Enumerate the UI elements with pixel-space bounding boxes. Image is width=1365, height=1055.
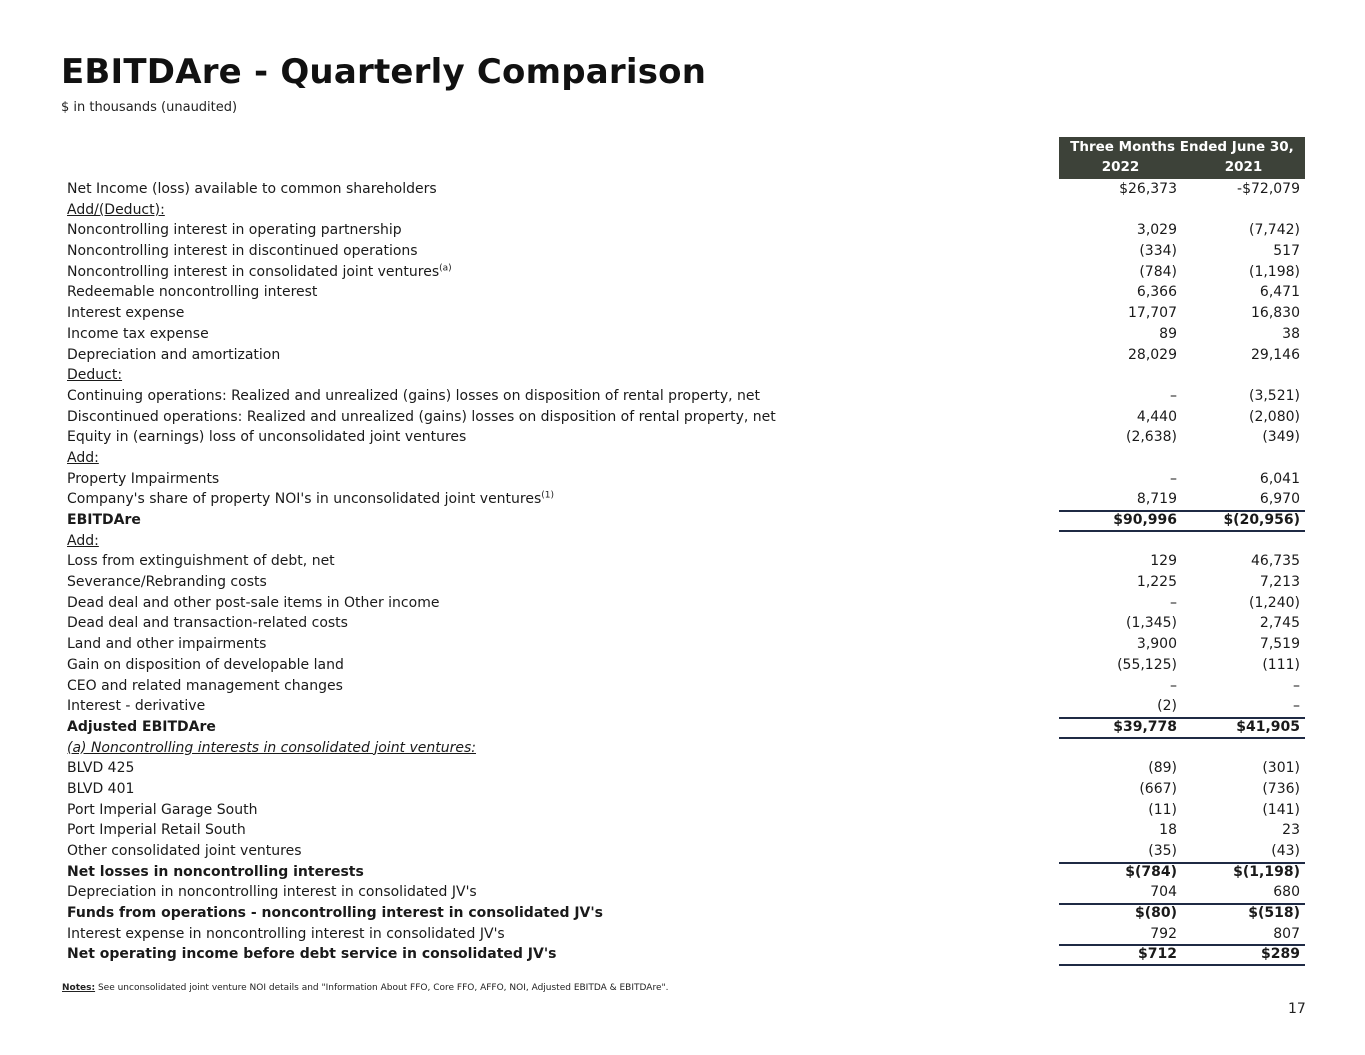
row-label-text: Land and other impairments	[67, 636, 267, 653]
value-2022: $(784)	[1125, 863, 1177, 880]
row-label	[67, 903, 603, 924]
row-label	[67, 241, 418, 262]
page-subtitle: $ in thousands (unaudited)	[61, 100, 238, 115]
table-row	[67, 862, 1305, 883]
row-label-text: CEO and related management changes	[67, 677, 343, 694]
table-row	[67, 469, 1305, 490]
row-label-text: Adjusted EBITDAre	[67, 718, 216, 735]
value-2022: (2,638)	[1125, 429, 1177, 446]
table-row	[67, 241, 1305, 262]
value-2021: $(1,198)	[1233, 863, 1300, 880]
table-row	[67, 179, 1305, 200]
value-2022: 704	[1150, 884, 1177, 901]
row-label-text: Equity in (earnings) loss of unconsolidated joint ventures	[67, 429, 467, 446]
table-row	[67, 738, 1305, 759]
row-label-text: Dead deal and other post-sale items in Other income	[67, 594, 440, 611]
value-2021: (2,080)	[1248, 408, 1300, 425]
row-label-text: Dead deal and transaction-related costs	[67, 615, 348, 632]
year-2022-header: 2022	[1101, 159, 1140, 175]
table-row	[67, 200, 1305, 221]
table-row	[67, 407, 1305, 428]
row-label-text: Loss from extinguishment of debt, net	[67, 553, 335, 570]
row-label-text: Income tax expense	[67, 325, 209, 342]
value-2022: (667)	[1139, 780, 1177, 797]
value-2021: (301)	[1262, 760, 1300, 777]
value-2021: (736)	[1262, 780, 1300, 797]
page-title: EBITDAre - Quarterly Comparison	[61, 52, 707, 92]
footnote-marker: (a)	[439, 263, 452, 274]
table-row	[67, 262, 1305, 283]
table-row	[67, 655, 1305, 676]
table-row	[67, 758, 1305, 779]
row-label	[67, 386, 760, 407]
value-2021: (141)	[1262, 801, 1300, 818]
value-2022: 17,707	[1128, 305, 1177, 322]
row-label-text: Net operating income before debt service in consolidated JV's	[67, 946, 557, 963]
value-2022: 129	[1150, 553, 1177, 570]
table-row	[67, 903, 1305, 924]
value-2021: (349)	[1262, 429, 1300, 446]
table-row	[67, 779, 1305, 800]
value-2022: $90,996	[1113, 512, 1177, 528]
value-2021: 2,745	[1259, 615, 1300, 632]
value-2021: 7,213	[1259, 574, 1300, 591]
row-label-text: Interest expense in noncontrolling interest in consolidated JV's	[67, 925, 505, 942]
value-2021: 46,735	[1251, 553, 1300, 570]
value-2022: 1,225	[1136, 574, 1177, 591]
row-label	[67, 613, 348, 634]
value-2022: (1,345)	[1125, 615, 1177, 632]
table-row	[67, 613, 1305, 634]
row-label-text: Redeemable noncontrolling interest	[67, 284, 318, 301]
value-2021: 680	[1273, 884, 1300, 901]
row-label	[67, 572, 267, 593]
row-label-text: Gain on disposition of developable land	[67, 656, 344, 673]
value-2021: 16,830	[1251, 305, 1300, 322]
value-2022: 3,029	[1136, 222, 1177, 239]
table-row	[67, 345, 1305, 366]
value-2022: –	[1170, 677, 1177, 694]
table-row	[67, 882, 1305, 903]
row-label-text: Port Imperial Retail South	[67, 822, 246, 839]
table-row	[67, 531, 1305, 552]
value-2022: –	[1170, 470, 1177, 487]
row-label	[67, 448, 99, 469]
row-label-text: Add/(Deduct):	[67, 201, 165, 218]
row-label	[67, 365, 122, 386]
row-label	[67, 551, 335, 572]
row-label-text: Add:	[67, 449, 99, 466]
value-2022: (334)	[1139, 243, 1177, 260]
table-row	[67, 572, 1305, 593]
value-2022: 28,029	[1128, 346, 1177, 363]
row-label	[67, 469, 219, 490]
period-header: Three Months Ended June 30,	[1070, 139, 1294, 155]
table-row	[67, 800, 1305, 821]
row-label-text: (a) Noncontrolling interests in consolidated joint ventures:	[67, 739, 477, 756]
row-label	[67, 427, 466, 448]
row-label	[67, 282, 317, 303]
value-2022: 4,440	[1136, 408, 1177, 425]
table-row	[67, 551, 1305, 572]
value-2022: –	[1170, 594, 1177, 611]
row-label-text: Noncontrolling interest in consolidated joint ventures	[67, 263, 440, 280]
value-2021: (1,198)	[1248, 263, 1300, 280]
table-row	[67, 820, 1305, 841]
value-2022: $712	[1138, 946, 1177, 963]
notes-label: Notes:	[62, 983, 96, 993]
row-label	[67, 758, 134, 779]
row-label	[67, 779, 134, 800]
table-row	[67, 220, 1305, 241]
value-2021: (7,742)	[1248, 222, 1300, 239]
row-label	[67, 696, 205, 717]
row-label-text: Company's share of property NOI's in unconsolidated joint ventures	[67, 491, 542, 508]
value-2022: (11)	[1148, 801, 1177, 818]
row-label-text: Discontinued operations: Realized and unrealized (gains) losses on disposition of rental property, net	[67, 408, 776, 425]
row-label	[67, 841, 302, 862]
row-label	[67, 634, 266, 655]
row-label-text: Other consolidated joint ventures	[67, 843, 302, 859]
value-2021: 6,970	[1259, 491, 1300, 508]
row-label	[67, 862, 364, 883]
row-label	[67, 655, 344, 676]
value-2021: (3,521)	[1248, 387, 1300, 404]
row-label	[67, 882, 477, 903]
value-2021: 6,471	[1259, 284, 1300, 301]
row-label	[67, 489, 554, 510]
row-label-text: Interest expense	[67, 305, 185, 322]
table-row	[67, 924, 1305, 945]
table-row	[67, 841, 1305, 862]
footnote-marker: (1)	[541, 490, 555, 501]
row-label-text: Net losses in noncontrolling interests	[67, 863, 364, 880]
table-row	[67, 282, 1305, 303]
table-row	[67, 634, 1305, 655]
value-2022: 792	[1150, 925, 1177, 942]
value-2022: (2)	[1157, 698, 1177, 715]
row-label-text: Port Imperial Garage South	[67, 801, 258, 818]
value-2022: (55,125)	[1117, 656, 1177, 673]
value-2022: –	[1170, 387, 1177, 404]
table-row	[67, 944, 1305, 965]
value-2022: (784)	[1139, 263, 1177, 280]
row-label	[67, 676, 343, 697]
row-label	[67, 200, 165, 221]
value-2022: 18	[1159, 822, 1177, 839]
row-label	[67, 324, 209, 345]
value-2021: –	[1293, 698, 1300, 715]
table-row	[67, 303, 1305, 324]
value-2021: –	[1293, 677, 1300, 694]
value-2021: 7,519	[1259, 636, 1300, 653]
table-row	[67, 365, 1305, 386]
row-label	[67, 593, 439, 614]
value-2021: $(518)	[1248, 905, 1300, 922]
value-2021: $41,905	[1236, 718, 1300, 735]
value-2021: 807	[1273, 925, 1300, 942]
table-row	[67, 717, 1305, 738]
row-label-text: Funds from operations - noncontrolling interest in consolidated JV's	[67, 905, 604, 922]
row-label	[67, 407, 776, 428]
row-label-text: Depreciation in noncontrolling interest in consolidated JV's	[67, 884, 477, 901]
row-label-text: Interest - derivative	[67, 698, 206, 715]
row-label-text: BLVD 425	[67, 760, 135, 777]
row-label	[67, 345, 280, 366]
value-2021: 517	[1273, 243, 1300, 260]
table-row	[67, 386, 1305, 407]
value-2021: 29,146	[1251, 346, 1300, 363]
row-label-text: Severance/Rebranding costs	[67, 574, 267, 591]
table-row	[67, 427, 1305, 448]
footnote	[62, 983, 668, 993]
value-2022: (89)	[1148, 760, 1177, 777]
row-label-text: Continuing operations: Realized and unrealized (gains) losses on disposition of rental property, net	[67, 387, 760, 404]
value-2021: 23	[1282, 822, 1300, 839]
row-label	[67, 820, 246, 841]
row-label	[67, 944, 556, 965]
row-label-text: Deduct:	[67, 367, 123, 384]
value-2021: -$72,079	[1237, 181, 1300, 197]
page-number: 17	[1288, 1001, 1306, 1017]
column-header	[1059, 137, 1305, 179]
value-2021: 6,041	[1259, 470, 1300, 487]
row-label-text: Net Income (loss) available to common shareholders	[67, 181, 437, 197]
table-row	[67, 593, 1305, 614]
row-label-text: Depreciation and amortization	[67, 346, 281, 363]
value-2022: 8,719	[1136, 491, 1177, 508]
row-label-text: Noncontrolling interest in operating partnership	[67, 222, 402, 239]
value-2022: 3,900	[1136, 636, 1177, 653]
row-label	[67, 924, 505, 945]
row-label	[67, 510, 141, 531]
row-label	[67, 738, 476, 759]
row-label	[67, 717, 216, 738]
row-label-text: Noncontrolling interest in discontinued operations	[67, 243, 418, 260]
value-2021: 38	[1282, 325, 1300, 342]
table-row	[67, 448, 1305, 469]
value-2021: $289	[1261, 946, 1300, 963]
row-label	[67, 179, 437, 200]
value-2022: $39,778	[1113, 718, 1177, 735]
value-2022: $26,373	[1119, 181, 1177, 197]
value-2022: 6,366	[1136, 284, 1177, 301]
row-label	[67, 531, 99, 552]
value-2021: (111)	[1262, 656, 1300, 673]
row-label	[67, 800, 257, 821]
ebitdare-table	[67, 179, 1305, 965]
row-label	[67, 303, 184, 324]
row-label-text: BLVD 401	[67, 780, 135, 797]
value-2021: $(20,956)	[1223, 512, 1300, 528]
value-2022: 89	[1159, 325, 1177, 342]
value-2022: (35)	[1148, 843, 1177, 859]
table-row	[67, 696, 1305, 717]
table-row	[67, 489, 1305, 510]
year-2021-header: 2021	[1224, 159, 1263, 175]
value-2021: (1,240)	[1248, 594, 1300, 611]
table-row	[67, 676, 1305, 697]
row-label	[67, 220, 402, 241]
value-2021: (43)	[1271, 843, 1300, 859]
notes-text: See unconsolidated joint venture NOI details and "Information About FFO, Core FFO, AFFO, NOI, Adjusted EBITDA & EBITDAre".	[95, 983, 669, 993]
row-label-text: EBITDAre	[67, 512, 141, 528]
row-label-text: Add:	[67, 532, 99, 549]
row-label	[67, 262, 452, 283]
row-label-text: Property Impairments	[67, 470, 220, 487]
table-row	[67, 324, 1305, 345]
table-row	[67, 510, 1305, 531]
value-2022: $(80)	[1134, 905, 1177, 922]
